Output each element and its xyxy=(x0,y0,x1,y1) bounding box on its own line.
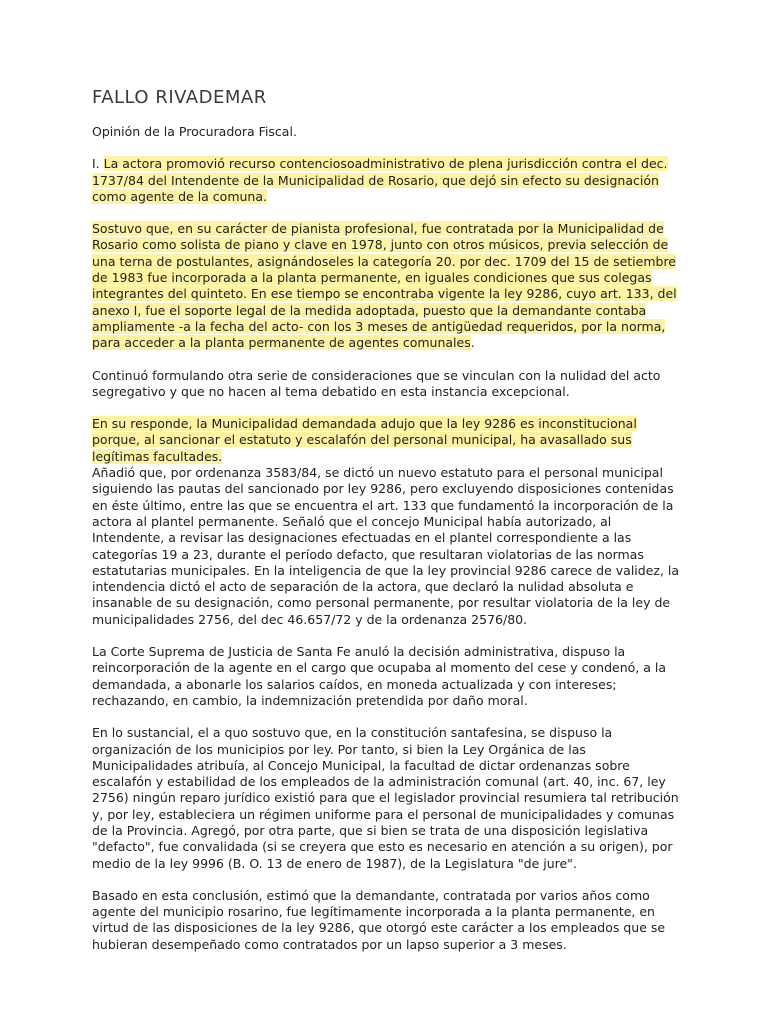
highlighted-text: La actora promovió recurso contenciosoadministrativo de plena jurisdicción contra el dec. 1737/84 del Intendente de la Municipalidad de Rosario, que dejó sin efecto su designación como agente de la comuna. xyxy=(92,156,668,204)
paragraph-6: En lo sustancial, el a quo sostuvo que, en la constitución santafesina, se dispuso la organización de los municipios por ley. Por tanto, si bien la Ley Orgánica de las Municipalidades atribuía, al Concejo Municipal, la facultad de dictar ordenanzas sobre escalafón y estabilidad de los empleados de la administración comunal (art. 40, inc. 67, ley 2756) ningún reparo jurídico existió para que el legislador provincial resumiera tal retribución y, por ley, estableciera un régimen uniforme para el personal de municipalidades y comunas de la Provincia. Agregó, por otra parte, que si bien se trata de una disposición legislativa "defacto", fue convalidada (si se creyera que esto es necesario en atención a su origen), por medio de la ley 9996 (B. O. 13 de enero de 1987), de la Legislatura "de jure". xyxy=(92,725,679,871)
paragraph-3: Continuó formulando otra serie de consideraciones que se vinculan con la nulidad del acto segregativo y que no hacen al tema debatido en esta instancia excepcional. xyxy=(92,367,661,399)
paragraph-1 xyxy=(92,156,687,205)
paragraph-2-tail: . xyxy=(470,335,475,351)
paragraph-4-rest: Añadió que, por ordenanza 3583/84, se dictó un nuevo estatuto para el personal municipal siguiendo las pautas del sancionado por ley 9286, pero excluyendo disposiciones contenidas en éste último, entre las que se encuentra el art. 133 que fundamentó la incorporación de la actora al plantel permanente. Señaló que el concejo Municipal había autorizado, al Intendente, a revisar las designaciones efectuadas en el plantel correspondiente a las categorías 19 a 23, durante el período defacto, que resultaran violatorias de las normas estatutarias municipales. En la inteligencia de que la ley provincial 9286 carece de validez, la intendencia dictó el acto de separación de la actora, que declaró la nulidad absoluta e insanable de su designación, como personal permanente, por resultar violatoria de la ley de municipalidades 2756, del dec 46.657/72 y de la ordenanza 2576/80. xyxy=(92,465,680,627)
paragraph-7: Basado en esta conclusión, estimó que la demandante, contratada por varios años como agente del municipio rosarino, fue legítimamente incorporada a la planta permanente, en virtud de las disposiciones de la ley 9286, que otorgó este carácter a los empleados que se hubieran desempeñado como contratados por un lapso superior a 3 meses. xyxy=(92,887,666,952)
paragraph-4 xyxy=(92,416,687,628)
paragraph-5: La Corte Suprema de Justicia de Santa Fe anuló la decisión administrativa, dispuso la reincorporación de la agente en el cargo que ocupaba al momento del cese y condenó, a la demandada, a abonarle los salarios caídos, en moneda actualizada y con intereses; rechazando, en cambio, la indemnización pretendida por daño moral. xyxy=(92,644,666,708)
document-page xyxy=(92,86,687,953)
intro-paragraph: Opinión de la Procuradora Fiscal. xyxy=(92,124,297,139)
paragraph-2 xyxy=(92,221,687,351)
document-title: FALLO RIVADEMAR xyxy=(92,87,267,108)
highlighted-text: Sostuvo que, en su carácter de pianista profesional, fue contratada por la Municipalidad de Rosario como solista de piano y clave en 1978, junto con otros músicos, previa selección de una terna de postulantes, asignándoseles la categoría 20. por dec. 1709 del 15 de setiembre de 1983 fue incorporada a la planta permanente, en iguales condiciones que sus colegas integrantes del quinteto. En ese tiempo se encontraba vigente la ley 9286, cuyo art. 133, del anexo I, fue el soporte legal de la medida adoptada, puesto que la demandante contaba ampliamente -a la fecha del acto- con los 3 meses de antigüedad requeridos, por la norma, para acceder a la planta permanente de agentes comunales xyxy=(92,221,677,351)
paragraph-1-prefix: I. xyxy=(92,156,104,172)
highlighted-text: En su responde, la Municipalidad demandada adujo que la ley 9286 es inconstitucional porque, al sancionar el estatuto y escalafón del personal municipal, ha avasallado sus legítimas facultades. xyxy=(92,416,637,464)
